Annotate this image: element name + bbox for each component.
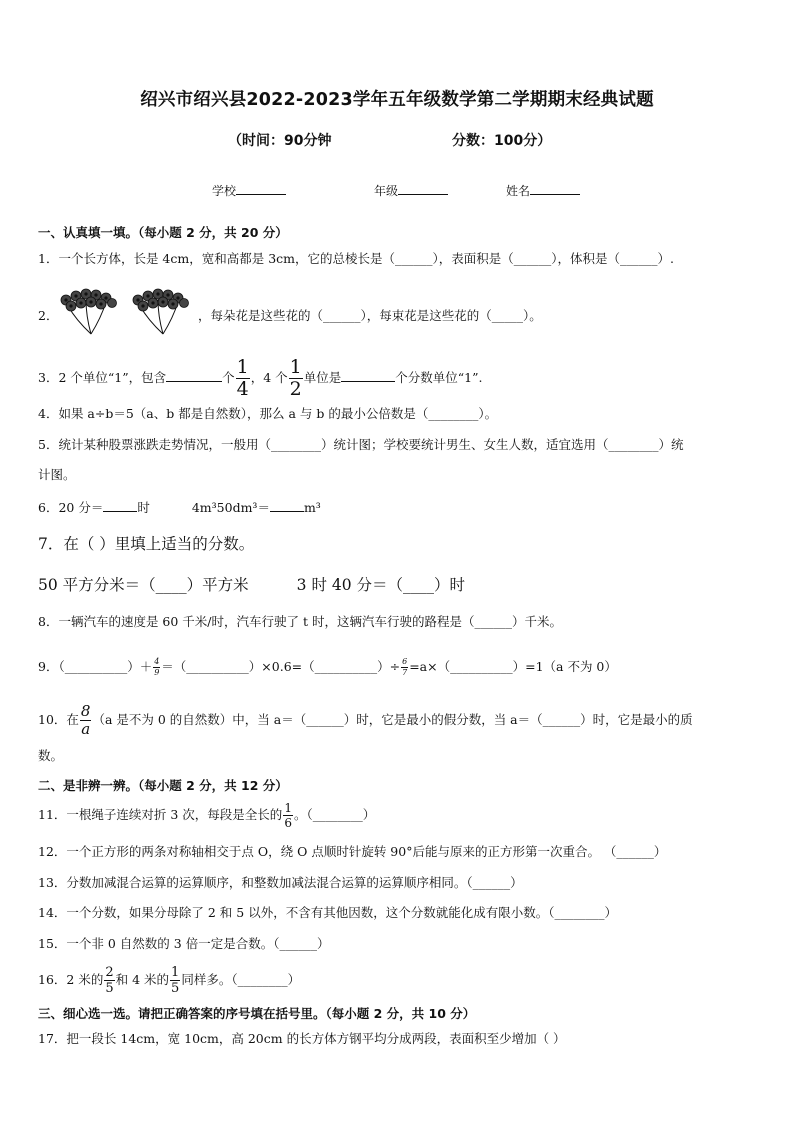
section-3-heading: 三、细心选一选。请把正确答案的序号填在括号里。（每小题 2 分，共 10 分）	[38, 1006, 476, 1021]
fraction-one-fifth: $\frac{1}{5}$	[171, 965, 180, 996]
question-4: 4．如果 a÷b＝5（a、b 都是自然数），那么 a 与 b 的最小公倍数是（________）。	[38, 406, 498, 421]
question-10-cont: 数。	[38, 748, 64, 763]
fraction-one-half: $\frac{1}{2}$	[289, 356, 302, 400]
question-13: 13．分数加减混合运算的运算顺序，和整数加减法混合运算的运算顺序相同。（______）	[38, 875, 523, 890]
q3-blank-1[interactable]	[166, 368, 222, 382]
fraction-two-fifths: $\frac{2}{5}$	[105, 965, 114, 996]
question-7: 7．在（ ）里填上适当的分数。	[38, 535, 255, 553]
question-15: 15．一个非 0 自然数的 3 倍一定是合数。（______）	[38, 936, 330, 951]
page-title: 绍兴市绍兴县2022-2023学年五年级数学第二学期期末经典试题	[140, 90, 654, 110]
question-1: 1．一个长方体，长是 4cm，宽和高都是 3cm，它的总棱长是（______），表面积是（______），体积是（______）.	[38, 251, 674, 266]
grade-blank[interactable]	[398, 182, 448, 195]
section-1-heading: 一、认真填一填。（每小题 2 分，共 20 分）	[38, 225, 288, 240]
question-5: 5．统计某种股票涨跌走势情况，一般用（________）统计图；学校要统计男生、女生人数，适宜选用（________）统	[38, 437, 684, 452]
question-2-number: 2．	[38, 308, 59, 323]
question-7-items: 50 平方分米＝（____）平方米 3 时 40 分＝（____）时	[38, 576, 466, 594]
question-6: 6．20 分＝ 时 4m³50dm³＝ m³	[38, 500, 321, 515]
flower-bouquets-image	[56, 286, 196, 344]
q6-blank-1[interactable]	[103, 498, 137, 512]
fraction-one-sixth: $\frac{1}{6}$	[284, 801, 292, 830]
grade-field: 年级	[374, 182, 448, 199]
fraction-six-sevenths: $\frac{6}{7}$	[402, 657, 408, 677]
q6-blank-2[interactable]	[270, 498, 304, 512]
question-10: 10．在 $\frac{8}{a}$ （a 是不为 0 的自然数）中，当 a＝（______）时，它是最小的假分数，当 a＝（______）时，它是最小的质	[38, 702, 693, 738]
question-5-cont: 计图。	[38, 467, 76, 482]
question-2: ，每朵花是这些花的（______），每束花是这些花的（_____）。	[198, 308, 542, 323]
question-11: 11．一根绳子连续对折 3 次，每段是全长的 $\frac{1}{6}$ 。（________）	[38, 801, 376, 830]
question-12: 12．一个正方形的两条对称轴相交于点 O，绕 O 点顺时针旋转 90°后能与原来的正方形第一次重合。 （______）	[38, 844, 667, 859]
fraction-one-quarter: $\frac{1}{4}$	[236, 356, 249, 400]
score-label: 分数：100分）	[452, 133, 552, 149]
fraction-four-ninths: $\frac{4}{9}$	[154, 657, 160, 677]
question-17: 17．把一段长 14cm，宽 10cm，高 20cm 的长方体方钢平均分成两段，表面积至少增加（ ）	[38, 1031, 566, 1046]
school-field: 学校	[212, 182, 286, 199]
section-2-heading: 二、是非辨一辨。（每小题 2 分，共 12 分）	[38, 778, 288, 793]
question-8: 8．一辆汽车的速度是 60 千米/时，汽车行驶了 t 时，这辆汽车行驶的路程是（______）千米。	[38, 614, 562, 629]
name-blank[interactable]	[530, 182, 580, 195]
question-16: 16．2 米的 $\frac{2}{5}$ 和 4 米的 $\frac{1}{5}$ 同样多。（________）	[38, 965, 301, 996]
q3-blank-2[interactable]	[341, 368, 395, 382]
question-14: 14．一个分数，如果分母除了 2 和 5 以外，不含有其他因数，这个分数就能化成有限小数。（________）	[38, 905, 617, 920]
school-blank[interactable]	[236, 182, 286, 195]
name-field: 姓名	[506, 182, 580, 199]
question-3: 3．2 个单位“1”，包含 个 $\frac{1}{4}$ ，4 个 $\frac{1}{2}$ 单位是 个分数单位“1”.	[38, 356, 483, 400]
question-9: 9．（__________）＋ $\frac{4}{9}$ ＝（__________）×0.6=（__________）÷ $\frac{6}{7}$ =a×（__________）=1（a 不为 0）	[38, 657, 617, 677]
fraction-eight-over-a: $\frac{8}{a}$	[80, 702, 91, 738]
time-label: （时间：90分钟	[228, 133, 332, 149]
